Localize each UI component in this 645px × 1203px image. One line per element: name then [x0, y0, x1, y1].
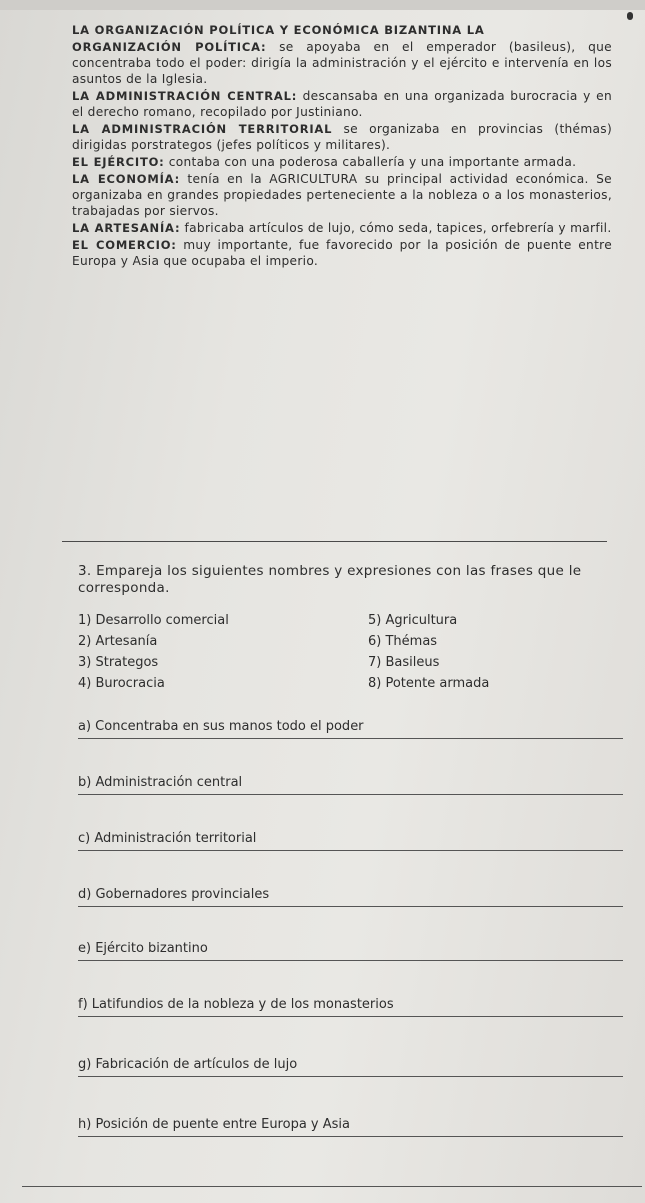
paragraph-artesania: [72, 220, 612, 236]
answer-prompt: c) Administración territorial: [78, 831, 257, 846]
paragraph-body: contaba con una poderosa caballería y una importante armada.: [164, 155, 577, 169]
paragraph-administracion-central: [72, 88, 612, 120]
page-top-edge: [0, 0, 645, 10]
paragraph-keyword: EL COMERCIO:: [72, 238, 177, 252]
term-item: 6) Thémas: [368, 634, 438, 649]
paragraph-ejercito: [72, 154, 612, 170]
blank-answer-line[interactable]: [22, 1186, 642, 1187]
answer-line-d[interactable]: [78, 882, 623, 907]
answer-line-a[interactable]: [78, 714, 623, 739]
terms-list: [78, 610, 598, 694]
section-title: [72, 22, 612, 38]
term-item: 8) Potente armada: [368, 676, 490, 691]
paragraph-comercio: [72, 237, 612, 269]
section-title-text: LA ORGANIZACIÓN POLÍTICA Y ECONÓMICA BIZANTINA LA: [72, 23, 485, 37]
terms-row: [78, 631, 598, 652]
answer-prompt: h) Posición de puente entre Europa y Asia: [78, 1117, 350, 1132]
answer-prompt: d) Gobernadores provinciales: [78, 887, 270, 902]
paragraph-body: tenía en la AGRICULTURA su principal actividad económica. Se organizaba en grandes propiedades perteneciente a la nobleza o a los monasterios, trabajadas por siervos.: [72, 172, 612, 218]
paragraph-keyword: LA ADMINISTRACIÓN CENTRAL:: [72, 89, 298, 103]
answer-prompt: f) Latifundios de la nobleza y de los monasterios: [78, 997, 394, 1012]
paragraph-economia: [72, 171, 612, 219]
answer-line-g[interactable]: [78, 1052, 623, 1077]
terms-row: [78, 610, 598, 631]
answer-line-f[interactable]: [78, 992, 623, 1017]
answer-line-e[interactable]: [78, 936, 623, 961]
term-item: 1) Desarrollo comercial: [78, 613, 229, 628]
exercise-instruction: 3. Empareja los siguientes nombres y expresiones con las frases que le corresponda.: [78, 563, 582, 596]
term-item: 4) Burocracia: [78, 676, 165, 691]
paragraph-body: se organizaba en provincias (thémas) dirigidas porstrategos (jefes políticos y militares).: [72, 122, 612, 152]
answer-line-c[interactable]: [78, 826, 623, 851]
answer-prompt: a) Concentraba en sus manos todo el poder: [78, 719, 364, 734]
term-item: 5) Agricultura: [368, 613, 458, 628]
answer-line-b[interactable]: [78, 770, 623, 795]
paragraph-keyword: EL EJÉRCITO:: [72, 155, 165, 169]
paragraph-keyword: LA ADMINISTRACIÓN TERRITORIAL: [72, 122, 333, 136]
answer-prompt: b) Administración central: [78, 775, 243, 790]
paragraph-keyword: LA ARTESANÍA:: [72, 221, 181, 235]
paragraph-body: se apoyaba en el emperador (basileus), que concentraba todo el poder: dirigía la administración y el ejército e intervenía en los asuntos de la Iglesia.: [72, 40, 612, 86]
page-mark: [627, 12, 633, 20]
terms-row: [78, 673, 598, 694]
reading-text: [72, 22, 612, 270]
term-item: 2) Artesanía: [78, 634, 158, 649]
paragraph-administracion-territorial: [72, 121, 612, 153]
answer-prompt: e) Ejército bizantino: [78, 941, 208, 956]
paragraph-body: fabricaba artículos de lujo, cómo seda, tapices, orfebrería y marfil.: [180, 221, 612, 235]
term-item: 7) Basileus: [368, 655, 440, 670]
term-item: 3) Strategos: [78, 655, 159, 670]
paragraph-body: descansaba en una organizada burocracia y en el derecho romano, recopilado por Justiniano.: [72, 89, 612, 119]
section-divider: [62, 541, 607, 542]
paragraph-body: muy importante, fue favorecido por la posición de puente entre Europa y Asia que ocupaba el imperio.: [72, 238, 612, 268]
paragraph-keyword: ORGANIZACIÓN POLÍTICA:: [72, 40, 267, 54]
paragraph-organizacion-politica: [72, 39, 612, 87]
answer-prompt: g) Fabricación de artículos de lujo: [78, 1057, 298, 1072]
paragraph-keyword: LA ECONOMÍA:: [72, 172, 180, 186]
answer-line-h[interactable]: [78, 1112, 623, 1137]
terms-row: [78, 652, 598, 673]
